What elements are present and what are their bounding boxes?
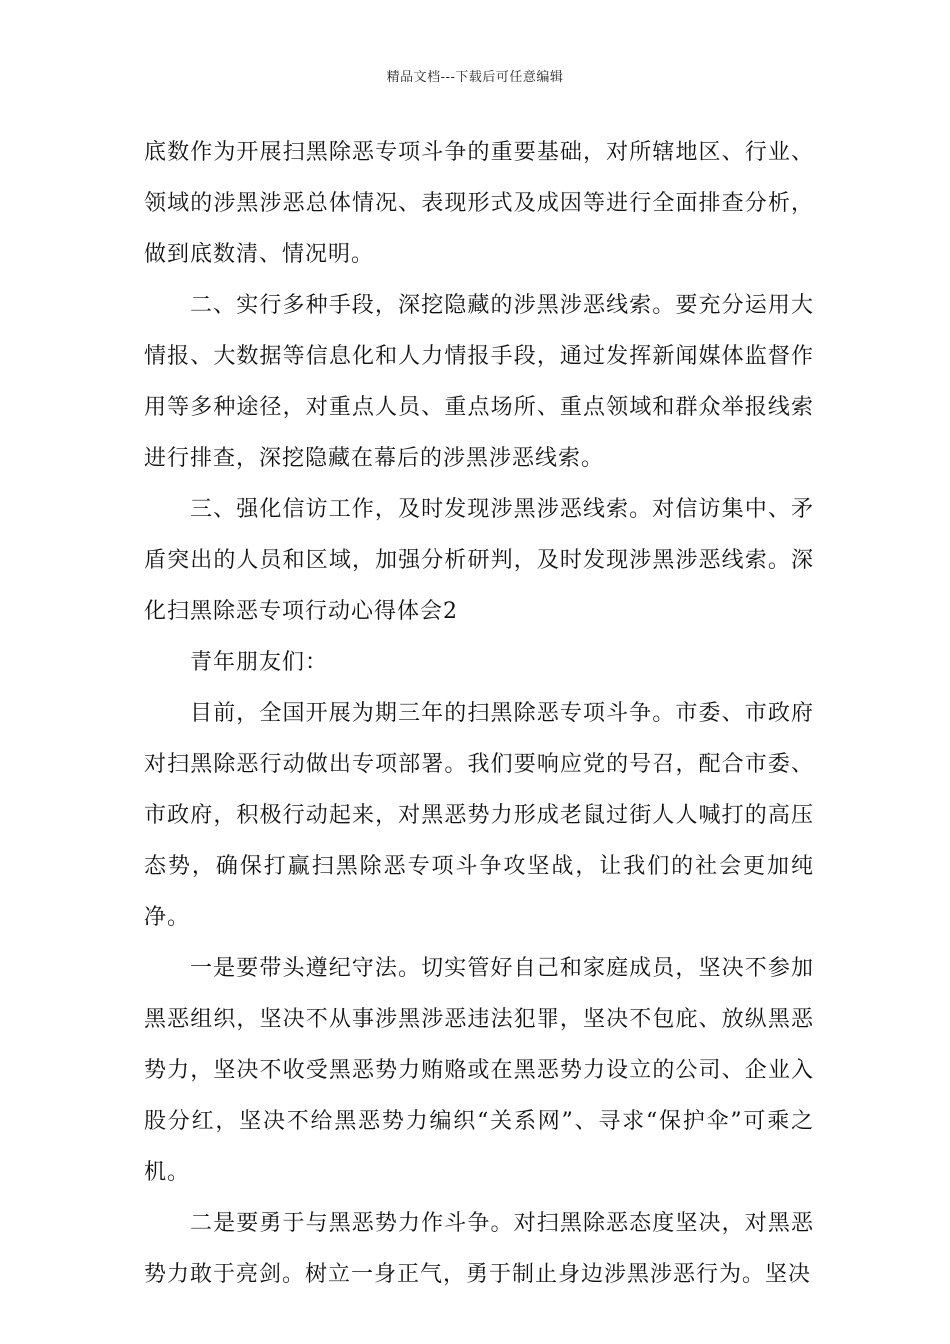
paragraph-section-two: 二、实行多种手段，深挖隐藏的涉黑涉恶线索。要充分运用大情报、大数据等信息化和人力情报手段，通过发挥新闻媒体监督作用等多种途径，对重点人员、重点场所、重点领域和群众举报线索进行排查，深挖隐藏在幕后的涉黑涉恶线索。 bbox=[144, 293, 814, 471]
paragraph-point-two: 二是要勇于与黑恶势力作斗争。对扫黑除恶态度坚决，对黑恶势力敢于亮剑。树立一身正气，勇于制止身边涉黑涉恶行为。坚决 bbox=[144, 1211, 814, 1287]
paragraph-continuation: 底数作为开展扫黑除恶专项斗争的重要基础，对所辖地区、行业、领域的涉黑涉恶总体情况、表现形式及成因等进行全面排查分析，做到底数清、情况明。 bbox=[144, 140, 814, 267]
page-header: 精品文档---下载后可任意编辑 bbox=[386, 70, 564, 85]
paragraph-point-one: 一是要带头遵纪守法。切实管好自己和家庭成员，坚决不参加黑恶组织，坚决不从事涉黑涉恶违法犯罪，坚决不包庇、放纵黑恶势力，坚决不收受黑恶势力贿赂或在黑恶势力设立的公司、企业入股分红，坚决不给黑恶势力编织“关系网”、寻求“保护伞”可乘之机。 bbox=[144, 956, 814, 1185]
document-body bbox=[144, 127, 814, 1300]
paragraph-section-three: 三、强化信访工作，及时发现涉黑涉恶线索。对信访集中、矛盾突出的人员和区域，加强分析研判，及时发现涉黑涉恶线索。深化扫黑除恶专项行动心得体会2 bbox=[144, 497, 814, 624]
paragraph-intro: 目前，全国开展为期三年的扫黑除恶专项斗争。市委、市政府对扫黑除恶行动做出专项部署。我们要响应党的号召，配合市委、市政府，积极行动起来，对黑恶势力形成老鼠过街人人喊打的高压态势，确保打赢扫黑除恶专项斗争攻坚战，让我们的社会更加纯净。 bbox=[144, 701, 814, 930]
paragraph-salutation: 青年朋友们： bbox=[190, 650, 329, 675]
